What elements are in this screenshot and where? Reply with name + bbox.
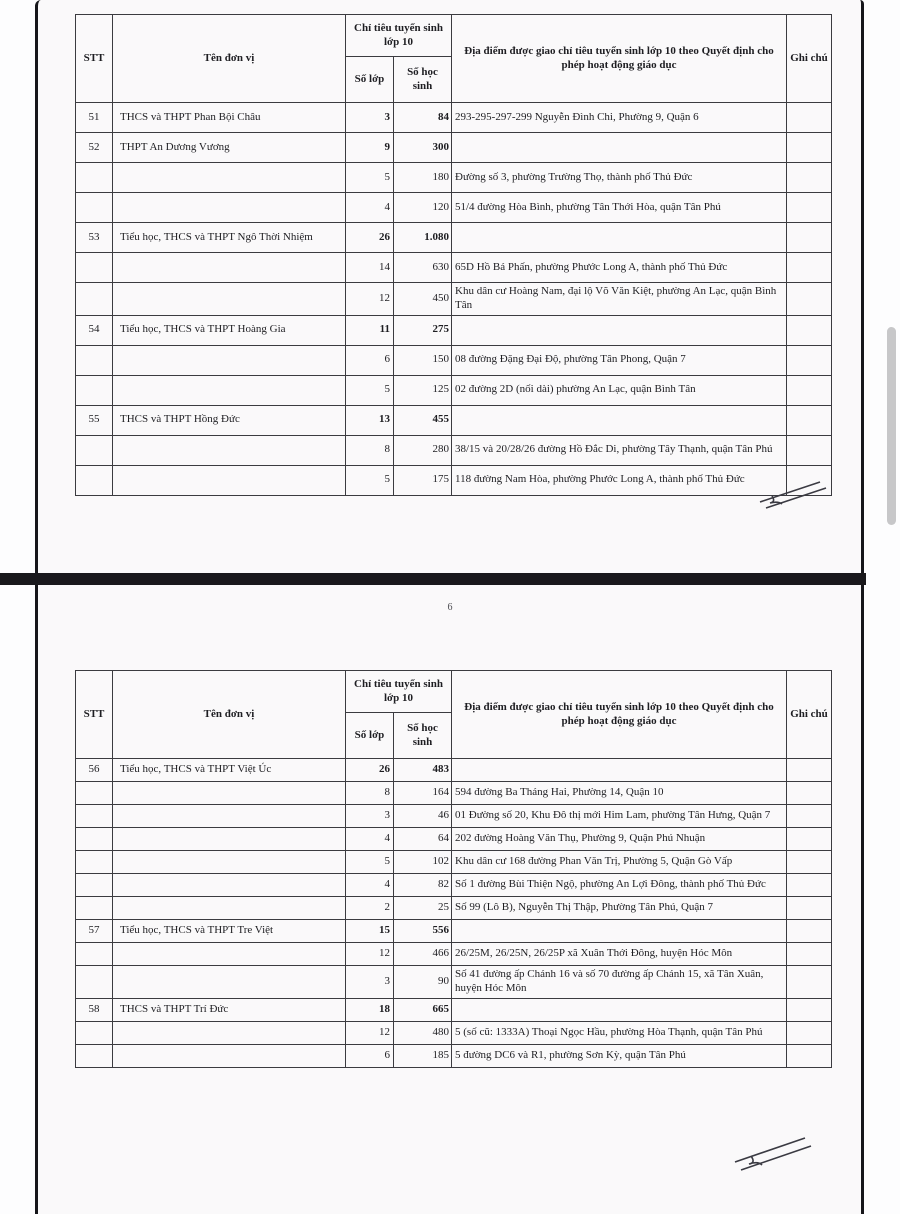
cell-note <box>787 998 832 1021</box>
cell-classes: 4 <box>346 828 394 851</box>
table-row <box>76 223 832 253</box>
table-row <box>76 1044 832 1067</box>
cell-students: 125 <box>394 375 452 405</box>
cell-note <box>787 782 832 805</box>
cell-classes: 4 <box>346 874 394 897</box>
cell-students: 630 <box>394 253 452 283</box>
cell-address: 118 đường Nam Hòa, phường Phước Long A, thành phố Thủ Đức <box>452 465 787 495</box>
cell-address: 5 đường DC6 và R1, phường Sơn Kỳ, quận Tân Phú <box>452 1044 787 1067</box>
cell-stt <box>76 1021 113 1044</box>
cell-students: 164 <box>394 782 452 805</box>
header-quota-group: Chỉ tiêu tuyển sinh lớp 10 <box>346 15 452 57</box>
table-row <box>76 435 832 465</box>
table-row <box>76 920 832 943</box>
cell-stt <box>76 805 113 828</box>
cell-address: 293-295-297-299 Nguyễn Đình Chi, Phường 9, Quận 6 <box>452 103 787 133</box>
table-row <box>76 828 832 851</box>
cell-stt: 55 <box>76 405 113 435</box>
cell-address: Số 99 (Lô B), Nguyễn Thị Thập, Phường Tân Phú, Quận 7 <box>452 897 787 920</box>
table-row <box>76 315 832 345</box>
cell-note <box>787 874 832 897</box>
cell-note <box>787 828 832 851</box>
signature-mark <box>725 1128 815 1174</box>
table-row <box>76 851 832 874</box>
cell-classes: 3 <box>346 966 394 999</box>
table-row <box>76 345 832 375</box>
cell-stt <box>76 943 113 966</box>
cell-students: 450 <box>394 283 452 316</box>
cell-stt: 56 <box>76 759 113 782</box>
cell-classes: 6 <box>346 345 394 375</box>
cell-students: 480 <box>394 1021 452 1044</box>
cell-note <box>787 897 832 920</box>
table-row <box>76 465 832 495</box>
cell-stt <box>76 851 113 874</box>
cell-classes: 5 <box>346 465 394 495</box>
cell-name: THCS và THPT Phan Bội Châu <box>113 103 346 133</box>
cell-stt: 57 <box>76 920 113 943</box>
cell-name <box>113 828 346 851</box>
cell-name <box>113 465 346 495</box>
cell-name <box>113 283 346 316</box>
cell-note <box>787 759 832 782</box>
cell-classes: 3 <box>346 103 394 133</box>
cell-note <box>787 966 832 999</box>
cell-address: 202 đường Hoàng Văn Thụ, Phường 9, Quận Phú Nhuận <box>452 828 787 851</box>
cell-note <box>787 920 832 943</box>
signature-mark <box>750 470 830 512</box>
cell-stt <box>76 283 113 316</box>
cell-stt: 53 <box>76 223 113 253</box>
cell-students: 25 <box>394 897 452 920</box>
table-row <box>76 998 832 1021</box>
cell-classes: 13 <box>346 405 394 435</box>
cell-address: Khu dân cư Hoàng Nam, đại lộ Võ Văn Kiệt, phường An Lạc, quận Bình Tân <box>452 283 787 316</box>
cell-stt <box>76 1044 113 1067</box>
cell-address: 594 đường Ba Tháng Hai, Phường 14, Quận 10 <box>452 782 787 805</box>
table-row <box>76 943 832 966</box>
cell-classes: 15 <box>346 920 394 943</box>
cell-note <box>787 805 832 828</box>
cell-name: Tiểu học, THCS và THPT Việt Úc <box>113 759 346 782</box>
cell-note <box>787 253 832 283</box>
cell-stt <box>76 163 113 193</box>
scrollbar-thumb[interactable] <box>887 327 896 525</box>
cell-students: 280 <box>394 435 452 465</box>
header-students: Số học sinh <box>394 713 452 759</box>
cell-address: Khu dân cư 168 đường Phan Văn Trị, Phường 5, Quận Gò Vấp <box>452 851 787 874</box>
cell-stt <box>76 874 113 897</box>
table-row <box>76 253 832 283</box>
cell-name <box>113 163 346 193</box>
cell-name <box>113 375 346 405</box>
header-stt: STT <box>76 671 113 759</box>
cell-stt <box>76 375 113 405</box>
cell-students: 483 <box>394 759 452 782</box>
table-row <box>76 897 832 920</box>
cell-note <box>787 375 832 405</box>
cell-students: 120 <box>394 193 452 223</box>
cell-name: Tiểu học, THCS và THPT Ngô Thời Nhiệm <box>113 223 346 253</box>
cell-note <box>787 163 832 193</box>
cell-stt <box>76 828 113 851</box>
header-quota-group: Chỉ tiêu tuyển sinh lớp 10 <box>346 671 452 713</box>
cell-students: 175 <box>394 465 452 495</box>
cell-address: 65D Hồ Bá Phấn, phường Phước Long A, thành phố Thủ Đức <box>452 253 787 283</box>
cell-stt: 54 <box>76 315 113 345</box>
cell-stt <box>76 782 113 805</box>
header-students: Số học sinh <box>394 57 452 103</box>
cell-classes: 26 <box>346 223 394 253</box>
document-page-2 <box>0 585 900 1214</box>
cell-address <box>452 405 787 435</box>
cell-students: 275 <box>394 315 452 345</box>
table-header <box>76 671 832 759</box>
cell-classes: 11 <box>346 315 394 345</box>
cell-name <box>113 193 346 223</box>
cell-classes: 18 <box>346 998 394 1021</box>
cell-classes: 8 <box>346 782 394 805</box>
table-row <box>76 103 832 133</box>
cell-classes: 5 <box>346 851 394 874</box>
cell-name <box>113 966 346 999</box>
cell-students: 102 <box>394 851 452 874</box>
cell-classes: 12 <box>346 1021 394 1044</box>
cell-note <box>787 943 832 966</box>
cell-name <box>113 897 346 920</box>
cell-stt <box>76 435 113 465</box>
table-row <box>76 375 832 405</box>
table-body-1 <box>76 103 832 496</box>
cell-address: 5 (số cũ: 1333A) Thoại Ngọc Hầu, phường Hòa Thạnh, quận Tân Phú <box>452 1021 787 1044</box>
table-row <box>76 966 832 999</box>
cell-name <box>113 874 346 897</box>
table-body-2 <box>76 759 832 1068</box>
cell-stt <box>76 193 113 223</box>
table-row <box>76 193 832 223</box>
cell-note <box>787 851 832 874</box>
cell-classes: 4 <box>346 193 394 223</box>
cell-name <box>113 1021 346 1044</box>
cell-note <box>787 435 832 465</box>
cell-name <box>113 253 346 283</box>
cell-address <box>452 759 787 782</box>
cell-stt <box>76 897 113 920</box>
cell-students: 665 <box>394 998 452 1021</box>
cell-name <box>113 805 346 828</box>
cell-classes: 12 <box>346 283 394 316</box>
cell-note <box>787 283 832 316</box>
cell-classes: 8 <box>346 435 394 465</box>
cell-note <box>787 1044 832 1067</box>
table-row <box>76 874 832 897</box>
cell-name <box>113 851 346 874</box>
cell-address: Số 41 đường ấp Chánh 16 và số 70 đường ấp Chánh 15, xã Tân Xuân, huyện Hóc Môn <box>452 966 787 999</box>
cell-address <box>452 998 787 1021</box>
cell-note <box>787 193 832 223</box>
cell-students: 1.080 <box>394 223 452 253</box>
cell-note <box>787 405 832 435</box>
header-note: Ghi chú <box>787 15 832 103</box>
cell-address <box>452 920 787 943</box>
cell-students: 300 <box>394 133 452 163</box>
cell-students: 84 <box>394 103 452 133</box>
cell-classes: 12 <box>346 943 394 966</box>
header-classes: Số lớp <box>346 57 394 103</box>
cell-address <box>452 315 787 345</box>
cell-name <box>113 1044 346 1067</box>
cell-name: THPT An Dương Vương <box>113 133 346 163</box>
header-address: Địa điểm được giao chỉ tiêu tuyển sinh lớp 10 theo Quyết định cho phép hoạt động giáo dục <box>452 671 787 759</box>
cell-name <box>113 782 346 805</box>
table-row <box>76 782 832 805</box>
header-address: Địa điểm được giao chỉ tiêu tuyển sinh lớp 10 theo Quyết định cho phép hoạt động giáo dục <box>452 15 787 103</box>
cell-classes: 2 <box>346 897 394 920</box>
cell-students: 64 <box>394 828 452 851</box>
table-row <box>76 805 832 828</box>
header-note: Ghi chú <box>787 671 832 759</box>
table-row <box>76 133 832 163</box>
page-number: 6 <box>447 602 453 613</box>
cell-students: 150 <box>394 345 452 375</box>
cell-classes: 5 <box>346 163 394 193</box>
cell-address: 01 Đường số 20, Khu Đô thị mới Him Lam, phường Tân Hưng, Quận 7 <box>452 805 787 828</box>
table-header <box>76 15 832 103</box>
cell-stt: 58 <box>76 998 113 1021</box>
cell-note <box>787 223 832 253</box>
page-separator-band <box>0 573 866 585</box>
cell-address: Đường số 3, phường Trường Thọ, thành phố Thủ Đức <box>452 163 787 193</box>
cell-name <box>113 943 346 966</box>
cell-address: 51/4 đường Hòa Bình, phường Tân Thới Hòa, quận Tân Phú <box>452 193 787 223</box>
cell-classes: 6 <box>346 1044 394 1067</box>
cell-address: 08 đường Đặng Đại Độ, phường Tân Phong, Quận 7 <box>452 345 787 375</box>
cell-name <box>113 345 346 375</box>
quota-table-page-2 <box>75 670 832 1068</box>
cell-address: 26/25M, 26/25N, 26/25P xã Xuân Thới Đông, huyện Hóc Môn <box>452 943 787 966</box>
cell-students: 556 <box>394 920 452 943</box>
cell-stt <box>76 253 113 283</box>
document-page-1 <box>0 0 900 573</box>
cell-address <box>452 223 787 253</box>
cell-stt: 52 <box>76 133 113 163</box>
cell-students: 455 <box>394 405 452 435</box>
cell-name: THCS và THPT Hồng Đức <box>113 405 346 435</box>
table-row <box>76 759 832 782</box>
table-row <box>76 405 832 435</box>
cell-note <box>787 1021 832 1044</box>
cell-name: THCS và THPT Trí Đức <box>113 998 346 1021</box>
table-row <box>76 163 832 193</box>
cell-note <box>787 315 832 345</box>
cell-stt <box>76 966 113 999</box>
cell-classes: 5 <box>346 375 394 405</box>
cell-address: Số 1 đường Bùi Thiện Ngộ, phường An Lợi Đông, thành phố Thủ Đức <box>452 874 787 897</box>
table-row <box>76 1021 832 1044</box>
cell-name: Tiểu học, THCS và THPT Hoàng Gia <box>113 315 346 345</box>
cell-address: 38/15 và 20/28/26 đường Hồ Đắc Di, phường Tây Thạnh, quận Tân Phú <box>452 435 787 465</box>
table-row <box>76 283 832 316</box>
header-unit-name: Tên đơn vị <box>113 671 346 759</box>
cell-note <box>787 103 832 133</box>
cell-stt: 51 <box>76 103 113 133</box>
cell-students: 180 <box>394 163 452 193</box>
header-stt: STT <box>76 15 113 103</box>
cell-students: 466 <box>394 943 452 966</box>
cell-students: 185 <box>394 1044 452 1067</box>
cell-students: 90 <box>394 966 452 999</box>
cell-note <box>787 345 832 375</box>
cell-stt <box>76 345 113 375</box>
header-unit-name: Tên đơn vị <box>113 15 346 103</box>
cell-classes: 3 <box>346 805 394 828</box>
cell-classes: 14 <box>346 253 394 283</box>
cell-students: 82 <box>394 874 452 897</box>
cell-note <box>787 133 832 163</box>
quota-table-page-1 <box>75 14 832 496</box>
cell-address <box>452 133 787 163</box>
cell-classes: 26 <box>346 759 394 782</box>
cell-stt <box>76 465 113 495</box>
cell-students: 46 <box>394 805 452 828</box>
cell-name: Tiểu học, THCS và THPT Tre Việt <box>113 920 346 943</box>
cell-name <box>113 435 346 465</box>
cell-address: 02 đường 2D (nối dài) phường An Lạc, quận Bình Tân <box>452 375 787 405</box>
header-classes: Số lớp <box>346 713 394 759</box>
cell-classes: 9 <box>346 133 394 163</box>
